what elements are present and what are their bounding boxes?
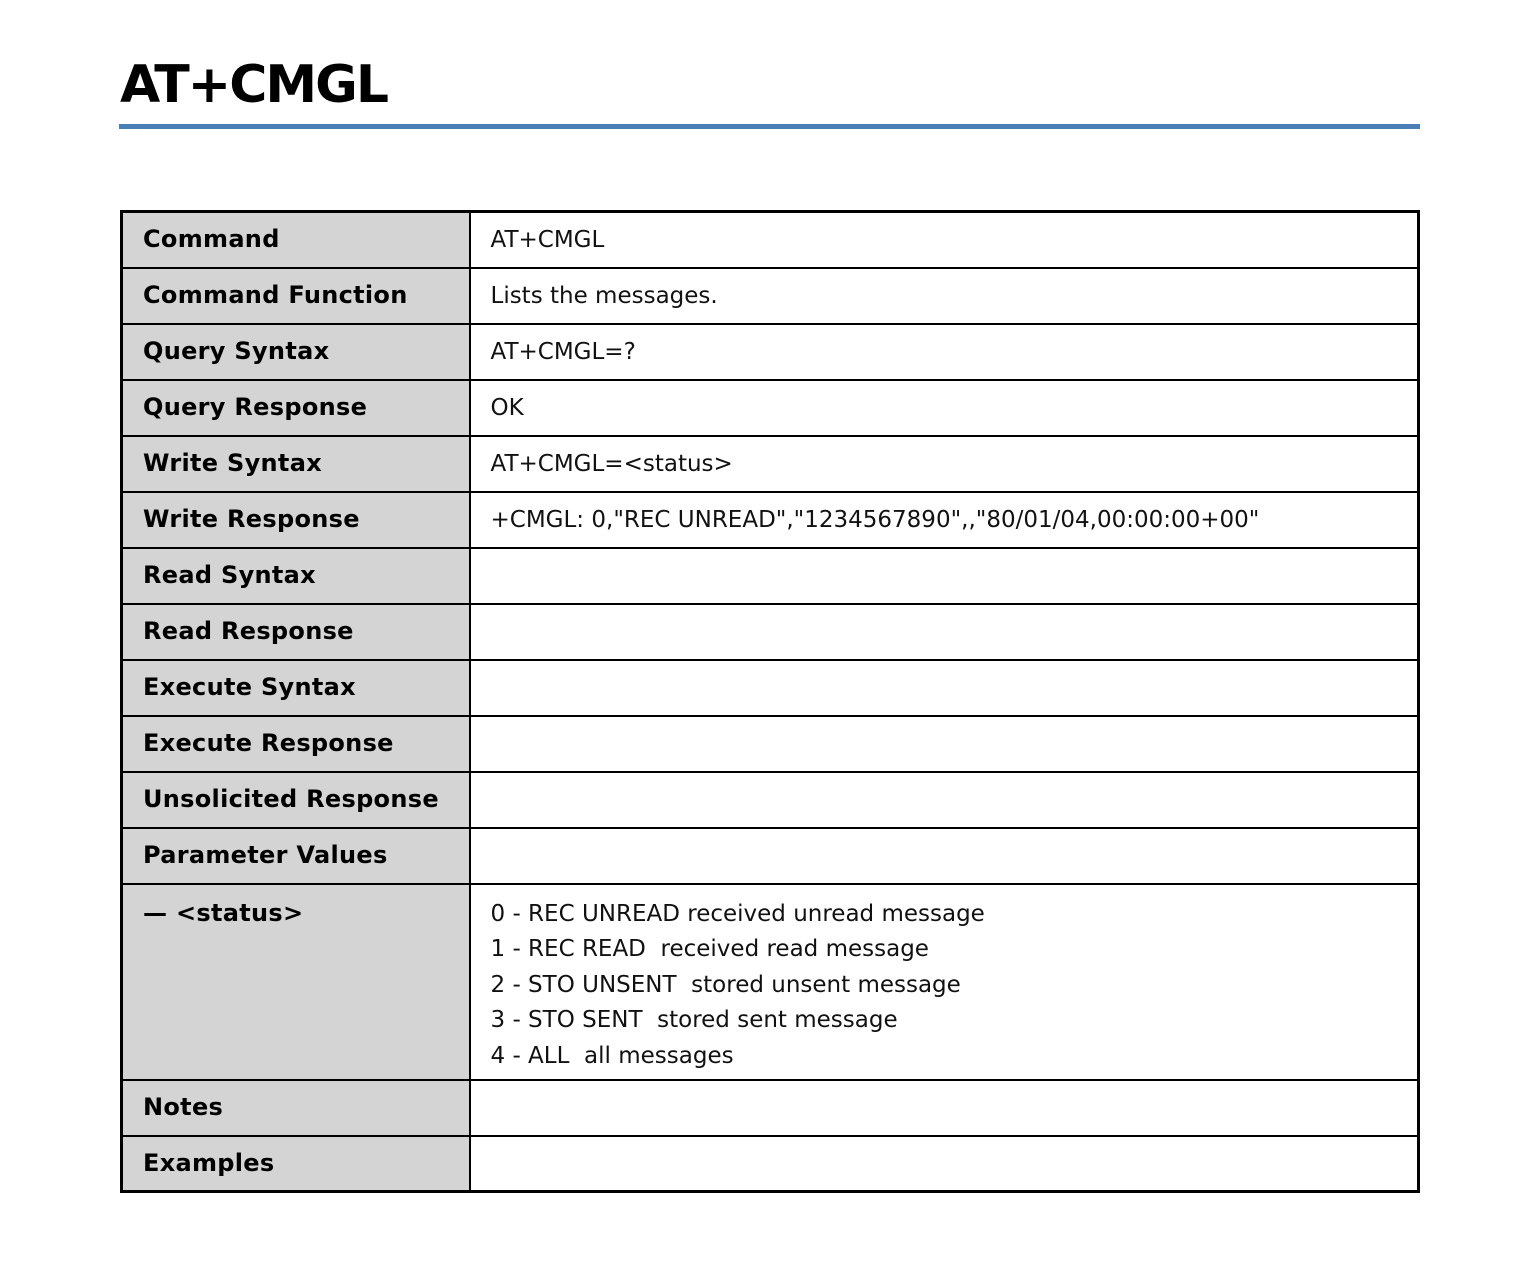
row-command-function — [122, 268, 1419, 324]
row-query-response — [122, 380, 1419, 436]
row-value — [470, 604, 1419, 660]
row-label: Query Syntax — [122, 324, 470, 380]
row-unsolicited-response — [122, 772, 1419, 828]
row-read-response — [122, 604, 1419, 660]
row-value — [470, 828, 1419, 884]
row-command — [122, 212, 1419, 268]
page-title: AT+CMGL — [120, 55, 387, 115]
status-item: 2 - STO UNSENT stored unsent message — [490, 971, 961, 998]
row-examples — [122, 1136, 1419, 1192]
row-label: — <status> — [122, 884, 470, 1080]
status-item: 1 - REC READ received read message — [490, 936, 929, 962]
row-value: AT+CMGL=? — [470, 324, 1419, 380]
row-parameter-values — [122, 828, 1419, 884]
status-item: 0 - REC UNREAD received unread message — [490, 900, 985, 927]
row-label: Execute Response — [122, 716, 470, 772]
row-value — [470, 772, 1419, 828]
row-execute-syntax — [122, 660, 1419, 716]
status-values — [470, 884, 1419, 1080]
row-value — [470, 1136, 1419, 1192]
row-status-parameter — [122, 884, 1419, 1080]
row-value — [470, 548, 1419, 604]
row-label: Write Syntax — [122, 436, 470, 492]
row-value — [470, 660, 1419, 716]
row-value — [470, 716, 1419, 772]
row-label: Write Response — [122, 492, 470, 548]
row-value: AT+CMGL=<status> — [470, 436, 1419, 492]
row-label: Command — [122, 212, 470, 268]
status-list — [491, 897, 1398, 1075]
status-item: 3 - STO SENT stored sent message — [490, 1007, 898, 1033]
spec-table — [120, 210, 1420, 1193]
row-label: Read Syntax — [122, 548, 470, 604]
row-label: Parameter Values — [122, 828, 470, 884]
row-label: Examples — [122, 1136, 470, 1192]
row-read-syntax — [122, 548, 1419, 604]
row-label: Command Function — [122, 268, 470, 324]
row-label: Notes — [122, 1080, 470, 1136]
row-notes — [122, 1080, 1419, 1136]
row-write-syntax — [122, 436, 1419, 492]
row-value: OK — [470, 380, 1419, 436]
row-query-syntax — [122, 324, 1419, 380]
row-value — [470, 1080, 1419, 1136]
row-label: Read Response — [122, 604, 470, 660]
row-write-response — [122, 492, 1419, 548]
row-label: Query Response — [122, 380, 470, 436]
row-execute-response — [122, 716, 1419, 772]
title-rule — [119, 124, 1420, 129]
row-value: +CMGL: 0,"REC UNREAD","1234567890",,"80/01/04,00:00:00+00" — [470, 492, 1419, 548]
status-item: 4 - ALL all messages — [490, 1042, 734, 1069]
row-label: Unsolicited Response — [122, 772, 470, 828]
row-label: Execute Syntax — [122, 660, 470, 716]
row-value: Lists the messages. — [470, 268, 1419, 324]
row-value: AT+CMGL — [470, 212, 1419, 268]
